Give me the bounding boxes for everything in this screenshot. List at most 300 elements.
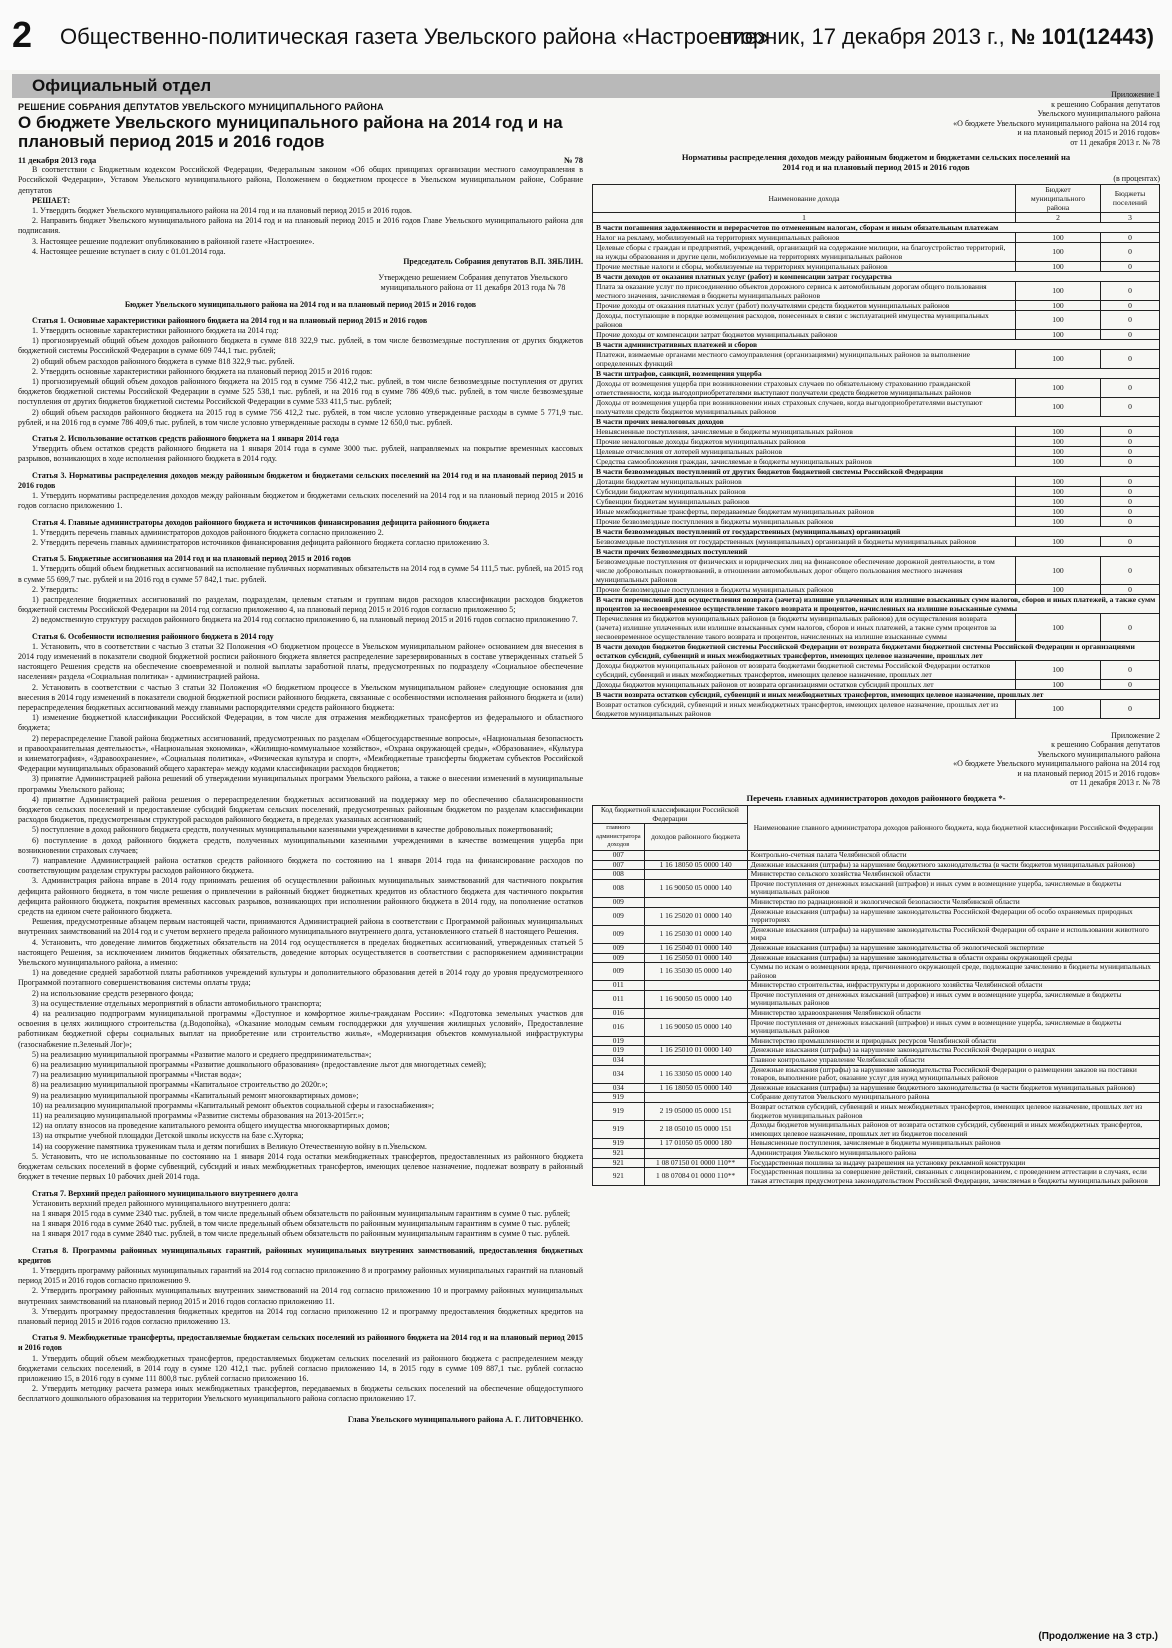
article	[18, 471, 583, 518]
district-share-cell: 100	[1016, 660, 1101, 679]
income-code-cell: 1 16 25030 01 0000 140	[644, 925, 747, 943]
income-name-cell: Доходы, поступающие в порядке возмещения расходов, понесенных в связи с эксплуатацией имущества муниципальных районов	[593, 310, 1016, 329]
table-row	[593, 232, 1160, 242]
article-paragraph: 2. Утвердить программу районных муниципальных внутренних заимствований на 2014 год согласно приложению 10 и программу районных муниципальных внутренних заимствований на плановый период 2015 и 2016 годов согласно приложению 11.	[18, 1286, 583, 1306]
table-row	[593, 310, 1160, 329]
article-paragraph: 2) ведомственную структуру расходов районного бюджета на 2014 год согласно приложению 6, на плановый период 2015 и 2016 годов согласно приложению 7.	[32, 615, 578, 625]
district-share-cell: 100	[1016, 349, 1101, 368]
article-paragraph: 6) на реализацию муниципальной программы «Развитие дошкольного образования» (предоставление льгот для многодетных семей);	[32, 1060, 487, 1070]
article	[18, 316, 583, 434]
continued-note: (Продолжение на 3 стр.)	[1038, 1631, 1158, 1642]
section-heading-cell: В части штрафов, санкций, возмещения ущерба	[593, 368, 1160, 378]
income-code-cell	[644, 1009, 747, 1019]
article-paragraph: 4) на реализацию подпрограмм муниципальной программы «Доступное и комфортное жилье-гражданам России»: «Подготовка земельных участков для освоения в целях жилищного строительства (д.Водопойка), «Оказание молодым семьям господдержки для улучшения жилищных условий», Предоставление работникам бюджетной сферы социальных выплат на приобретение или строительство жилья», «Модернизация объектов коммунальной инфраструктуры (газоснабжение п.Зеленый Лог)»;	[18, 1009, 583, 1049]
table-row	[593, 925, 1160, 943]
admin-name-cell: Государственная пошлина за выдачу разрешения на установку рекламной конструкции	[747, 1158, 1159, 1168]
admin-code-cell: 009	[593, 953, 645, 963]
district-share-cell: 100	[1016, 300, 1101, 310]
income-code-cell: 1 08 07150 01 0000 110**	[644, 1158, 747, 1168]
admin-name-cell: Доходы бюджетов муниципальных районов от возврата остатков субсидий, субвенций и иных межбюджетных трансфертов, имеющих целевое назначение, прошлых лет из бюджетов поселений	[747, 1121, 1159, 1139]
caption-line: «О бюджете Увельского муниципального района на 2014 год	[953, 118, 1160, 128]
article-title: Статья 4. Главные администраторы доходов районного бюджета и источников финансирования дефицита районного бюджета	[32, 517, 490, 527]
article-title: Статья 1. Основные характеристики районного бюджета на 2014 год и на плановый период 2015 и 2016 годов	[32, 315, 428, 325]
admin-name-cell: Прочие поступления от денежных взысканий (штрафов) и иных сумм в возмещение ущерба, зачисляемые в бюджеты муниципальных районов	[747, 1018, 1159, 1036]
table-row	[593, 943, 1160, 953]
article-paragraph: Установить верхний предел районного муниципального внутреннего долга:	[32, 1198, 291, 1208]
admin-code-cell: 921	[593, 1158, 645, 1168]
income-code-cell: 1 16 25040 01 0000 140	[644, 943, 747, 953]
income-code-cell	[644, 1148, 747, 1158]
district-share-cell: 100	[1016, 556, 1101, 584]
budget-title: Бюджет Увельского муниципального района на 2014 год и на плановый период 2015 и 2016 годов	[124, 299, 477, 309]
district-share-cell: 100	[1016, 699, 1101, 718]
admin-name-cell: Денежные взыскания (штрафы) за нарушение законодательства об экологической экспертизе	[747, 943, 1159, 953]
appendix1-title: Нормативы распределения доходов между районным бюджетом и бюджетами сельских поселений на 2014 год и на плановый период 2015 и 2016 годов	[681, 152, 1071, 172]
section-heading-cell: В части безвозмездных поступлений от государственных (муниципальных) организаций	[593, 526, 1160, 536]
settlement-share-cell: 0	[1101, 378, 1160, 397]
income-code-cell: 1 16 35030 05 0000 140	[644, 963, 747, 981]
admin-code-cell: 009	[593, 897, 645, 907]
article-paragraph: 2. Установить в соответствии с частью 3 статьи 32 Положения «О бюджетном процессе в Увельском муниципальном районе» следующие основания для внесения в 2014 году изменений в показатели сводной бюджетной росписи районного бюджета, связанные с особенностями исполнения районного бюджета и (или) перераспределения бюджетных ассигнований между главными распорядителями средств районного бюджета:	[18, 682, 583, 712]
district-share-cell: 100	[1016, 232, 1101, 242]
income-code-cell: 1 16 90050 05 0000 140	[644, 879, 747, 897]
district-share-cell: 100	[1016, 486, 1101, 496]
district-share-cell: 100	[1016, 242, 1101, 261]
table-row	[593, 486, 1160, 496]
settlement-share-cell: 0	[1101, 476, 1160, 486]
section-heading-cell: В части доходов от оказания платных услуг (работ) и компенсации затрат государства	[593, 271, 1160, 281]
table-row	[593, 679, 1160, 689]
caption-line: и на плановый период 2015 и 2016 годов»	[1017, 128, 1160, 137]
table-row	[593, 222, 1160, 232]
settlement-share-cell: 0	[1101, 486, 1160, 496]
admin-name-cell: Министерство промышленности и природных ресурсов Челябинской области	[747, 1036, 1159, 1046]
table-row	[593, 526, 1160, 536]
admin-code-cell: 034	[593, 1065, 645, 1083]
article-paragraph: 2. Утвердить методику расчета размера иных межбюджетных трансфертов, передаваемых в бюджеты сельских поселений на обеспечение общедоступного бесплатного дошкольного образования на территории Увельского муниципального района согласно приложению 17.	[18, 1384, 583, 1404]
district-share-cell: 100	[1016, 613, 1101, 641]
table-row	[593, 1009, 1160, 1019]
admin-name-cell: Министерство по радиационной и экологической безопасности Челябинской области	[747, 897, 1159, 907]
table-row	[593, 907, 1160, 925]
section-heading-cell: В части погашения задолженности и перерасчетов по отмененным налогам, сборам и иным обязательным платежам	[593, 222, 1160, 232]
district-share-cell: 100	[1016, 261, 1101, 271]
t1-header-district: Бюджет муниципального района	[1016, 184, 1101, 212]
admin-name-cell: Денежные взыскания (штрафы) за нарушение законодательства Российской Федерации о недрах	[747, 1046, 1159, 1056]
article-paragraph: 1. Установить, что в соответствии с частью 3 статьи 32 Положения «О бюджетном процессе в Увельском муниципальном районе» основанием для внесения в 2014 году изменений в показатели сводной бюджетной росписи районного бюджета является распределение зарезервированных в составе утвержденных статьей 5 настоящего Решения средств на обеспечение своевременной и полной выплаты заработной платы, предусмотренных по подразделу «Социальное обеспечение населения» раздела «Социальная политика» - администрацией района.	[18, 641, 583, 682]
article-paragraph: 6) поступление в доход районного бюджета средств, полученных муниципальными казенными учреждениями в качестве возмещения ущерба при возникновении страховых случаев;	[18, 835, 583, 855]
caption-line: Увельского муниципального района	[1037, 109, 1160, 118]
admin-name-cell: Невыясненные поступления, зачисляемые в бюджеты муниципальных районов	[747, 1139, 1159, 1149]
table-row	[593, 981, 1160, 991]
table-row	[593, 426, 1160, 436]
income-name-cell: Доходы от возмещения ущерба при возникновении иных страховых случаев, когда выгодоприобретателями выступают получатели средств бюджетов муниципальных районов	[593, 397, 1016, 416]
section-heading-cell: В части возврата остатков субсидий, субвенций и иных межбюджетных трансфертов, имеющих целевое назначение, прошлых лет	[593, 689, 1160, 699]
income-code-cell	[644, 850, 747, 860]
income-name-cell: Перечисления из бюджетов муниципальных районов (в бюджеты муниципальных районов) для осуществления возврата (зачета) излишне уплаченных или излишне взысканных сумм налогов, сборов и иных платежей, а также сумм процентов за несвоевременное осуществление такого возврата и процентов, начисленных на излишне взысканные суммы	[593, 613, 1016, 641]
article	[18, 1189, 583, 1246]
decision-item: 1. Утвердить бюджет Увельского муниципального района на 2014 год и на плановый период 2015 и 2016 годов.	[32, 206, 412, 216]
table-row	[593, 281, 1160, 300]
article-paragraph: на 1 января 2015 года в сумме 2340 тыс. рублей, в том числе предельный объем обязательств по районным муниципальным гарантиям в сумме 0 тыс. рублей;	[32, 1208, 571, 1218]
caption-line: Приложение 1	[1111, 90, 1160, 99]
section-heading-cell: В части административных платежей и сборов	[593, 339, 1160, 349]
issue-number: № 101(12443)	[1010, 24, 1154, 49]
articles	[18, 316, 583, 1411]
table-row	[593, 870, 1160, 880]
article-paragraph: 3) принятие Администрацией района решений об утверждении муниципальных программ Увельского района, а также о внесении изменений в муниципальные программы Увельского района;	[18, 774, 583, 794]
income-name-cell: Прочие местные налоги и сборы, мобилизуемые на территориях муниципальных районов	[593, 261, 1016, 271]
district-share-cell: 100	[1016, 516, 1101, 526]
settlement-share-cell: 0	[1101, 456, 1160, 466]
article-paragraph: 8) на реализацию муниципальной программы «Капитальное строительство до 2020г.»;	[32, 1080, 328, 1090]
income-name-cell: Иные межбюджетные трансферты, передаваемые бюджетам муниципальных районов	[593, 506, 1016, 516]
settlement-share-cell: 0	[1101, 584, 1160, 594]
admin-name-cell: Прочие поступления от денежных взысканий (штрафов) и иных сумм в возмещение ущерба, зачисляемые в бюджеты муниципальных районов	[747, 990, 1159, 1008]
income-code-cell: 1 16 25020 01 0000 140	[644, 907, 747, 925]
table-row	[593, 506, 1160, 516]
article-paragraph: 5) на реализацию муниципальной программы «Развитие малого и среднего предпринимательства»;	[32, 1049, 372, 1059]
article-paragraph: 5) поступление в доход районного бюджета средств, полученных муниципальными казенными учреждениями в качестве добровольных пожертвований;	[32, 825, 553, 835]
district-share-cell: 100	[1016, 536, 1101, 546]
t1-colnum-3: 3	[1101, 212, 1160, 222]
admin-name-cell: Государственная пошлина за совершение действий, связанных с лицензированием, с проведением аттестации в случаях, если такая аттестация предусмотрена законодательством Российской Федерации, зачисляемая в бюджеты муниципальных районов	[747, 1168, 1159, 1186]
article-paragraph: 1. Утвердить нормативы распределения доходов между районным бюджетом и бюджетами сельских поселений на 2014 год и на плановый период 2015 и 2016 годов согласно приложению 1.	[18, 491, 583, 511]
income-code-cell	[644, 870, 747, 880]
income-code-cell: 1 16 90050 05 0000 140	[644, 990, 747, 1008]
caption-line: к решению Собрания депутатов	[1051, 740, 1160, 749]
article-paragraph: 1) прогнозируемый общий объем доходов районного бюджета в сумме 818 322,9 тыс. рублей, в том числе безвозмездные поступления от других бюджетов бюджетной системы Российской Федерации в сумме 609 744,1 тыс. рублей;	[18, 336, 583, 356]
article	[18, 1333, 583, 1410]
income-name-cell: Субсидии бюджетам муниципальных районов	[593, 486, 1016, 496]
income-name-cell: Доходы бюджетов муниципальных районов от возврата организациями остатков субсидий прошлых лет	[593, 679, 1016, 689]
table-row	[593, 963, 1160, 981]
table-row	[593, 271, 1160, 281]
income-code-cell	[644, 981, 747, 991]
article	[18, 1246, 583, 1334]
decision-item: 3. Настоящее решение подлежит опубликованию в районной газете «Настроение».	[32, 236, 315, 246]
article-paragraph: 2. Утвердить основные характеристики районного бюджета на плановый период 2015 и 2016 годов:	[32, 366, 373, 376]
table-row	[593, 546, 1160, 556]
article-title: Статья 5. Бюджетные ассигнования на 2014 год и на плановый период 2015 и 2016 годов	[32, 554, 351, 564]
article-paragraph: 11) на реализацию муниципальной программы «Развитие системы образования на 2013-2015гг.»;	[32, 1111, 364, 1121]
income-name-cell: Доходы от возмещения ущерба при возникновении страховых случаев по обязательному страхованию гражданской ответственности, когда выгодоприобретателями выступают получатели средств бюджетов муниципальных районов	[593, 378, 1016, 397]
table-row	[593, 1148, 1160, 1158]
admin-code-cell: 919	[593, 1121, 645, 1139]
preamble: В соответствии с Бюджетным кодексом Российской Федерации, Федеральным законом «Об общих принципах организации местного самоуправления в Российской Федерации», Уставом Увельского муниципального района, Положением о бюджетном процессе в Увельском муниципальном районе, Собрание депутатов	[18, 165, 583, 195]
settlement-share-cell: 0	[1101, 426, 1160, 436]
caption-line: Увельского муниципального района	[1037, 749, 1160, 759]
income-name-cell: Средства самообложения граждан, зачисляемые в бюджеты муниципальных районов	[593, 456, 1016, 466]
article-paragraph: 1. Утвердить общий объем межбюджетных трансфертов, предоставляемых бюджетам сельских поселений из районного бюджета с распределением между бюджетами сельских поселений, в 2014 году в сумме 120 412,1 тыс. рублей согласно приложению 14, в 2015 году в сумме 109 887,1 тыс. рублей согласно приложению 15, в 2016 году в сумме 111 800,8 тыс. рублей согласно приложению 16.	[18, 1353, 583, 1383]
decision-number: № 78	[563, 155, 583, 165]
income-code-cell: 1 17 01050 05 0000 180	[644, 1139, 747, 1149]
table-row	[593, 1168, 1160, 1186]
admin-name-cell: Администрация Увельского муниципального района	[747, 1148, 1159, 1158]
table-row	[593, 1018, 1160, 1036]
table-row	[593, 613, 1160, 641]
table-row	[593, 368, 1160, 378]
decision-kicker: РЕШЕНИЕ СОБРАНИЯ ДЕПУТАТОВ УВЕЛЬСКОГО МУНИЦИПАЛЬНОГО РАЙОНА	[18, 102, 384, 112]
caption-line: и на плановый период 2015 и 2016 годов»	[1017, 768, 1160, 778]
article-paragraph: 2. Утвердить перечень главных администраторов источников финансирования дефицита районного бюджета согласно приложению 3.	[32, 537, 490, 547]
article-paragraph: 2) общий объем расходов районного бюджета в сумме 818 322,9 тыс. рублей.	[32, 356, 295, 366]
settlement-share-cell: 0	[1101, 446, 1160, 456]
article	[18, 434, 583, 471]
admin-code-cell: 019	[593, 1046, 645, 1056]
caption-line: от 11 декабря 2013 г. № 78	[1070, 778, 1160, 787]
t1-header-name: Наименование дохода	[593, 184, 1016, 212]
admin-code-cell: 009	[593, 943, 645, 953]
table-row	[593, 879, 1160, 897]
admin-code-cell: 009	[593, 907, 645, 925]
decision-column	[18, 102, 583, 1642]
table-row	[593, 378, 1160, 397]
admin-name-cell: Денежные взыскания (штрафы) за нарушение бюджетного законодательства (в части бюджетов муниципальных районов)	[747, 860, 1159, 870]
income-name-cell: Целевые отчисления от лотерей муниципальных районов	[593, 446, 1016, 456]
settlement-share-cell: 0	[1101, 329, 1160, 339]
income-code-cell: 1 08 07084 01 0000 110**	[644, 1168, 747, 1186]
paper-title: Общественно-политическая газета Увельского района «Настроение»	[60, 24, 770, 49]
article-paragraph: на 1 января 2016 года в сумме 2640 тыс. рублей, в том числе предельный объем обязательств по районным муниципальным гарантиям в сумме 0 тыс. рублей;	[32, 1219, 571, 1229]
district-share-cell: 100	[1016, 329, 1101, 339]
income-name-cell: Целевые сборы с граждан и предприятий, учреждений, организаций на содержание милиции, на благоустройство территорий, на нужды образования и другие цели, мобилизуемые на территориях муниципальных районов	[593, 242, 1016, 261]
article-paragraph: 1) изменение бюджетной классификации Российской Федерации, в том числе для отражения межбюджетных трансфертов из федерального и областного бюджета;	[18, 713, 583, 733]
settlement-share-cell: 0	[1101, 261, 1160, 271]
head-signature: Глава Увельского муниципального района А. Г. ЛИТОВЧЕНКО.	[347, 1414, 583, 1424]
admin-code-cell: 007	[593, 860, 645, 870]
table-row	[593, 416, 1160, 426]
admin-code-cell: 919	[593, 1103, 645, 1121]
settlement-share-cell: 0	[1101, 536, 1160, 546]
t1-header-settlements: Бюджеты поселений	[1101, 184, 1160, 212]
article-paragraph: 4. Установить, что доведение лимитов бюджетных обязательств на 2014 год осуществляется в пределах бюджетных ассигнований, утвержденных статьей 5 настоящего Решения, за исключением лимитов бюджетных обязательств, доведение которых осуществляется в соответствии с распоряжением администрации Увельского муниципального района, а именно:	[18, 937, 583, 968]
article-paragraph: 1. Утвердить перечень главных администраторов доходов районного бюджета согласно приложению 2.	[32, 527, 384, 537]
district-share-cell: 100	[1016, 397, 1101, 416]
admin-code-cell: 016	[593, 1018, 645, 1036]
income-name-cell: Прочие безвозмездные поступления в бюджеты муниципальных районов	[593, 516, 1016, 526]
income-name-cell: Дотации бюджетам муниципальных районов	[593, 476, 1016, 486]
district-share-cell: 100	[1016, 446, 1101, 456]
appendix2-caption	[592, 731, 1160, 788]
t2-header-group: Код бюджетной классификации Российской Федерации	[593, 806, 748, 824]
chairman-signature: Председатель Собрания депутатов В.П. ЗЯБЛИН.	[403, 257, 583, 267]
settlement-share-cell: 0	[1101, 699, 1160, 718]
admin-name-cell: Собрание депутатов Увельского муниципального района	[747, 1093, 1159, 1103]
table-row	[593, 850, 1160, 860]
caption-line: к решению Собрания депутатов	[1051, 99, 1160, 109]
section-heading-cell: В части перечислений для осуществления возврата (зачета) излишне уплаченных или излишне взысканных сумм налогов, сборов и иных платежей, а также сумм процентов за несвоевременное осуществление такого возврата и процентов, начисленных на излишне взысканные суммы	[593, 594, 1160, 613]
article-paragraph: 2) на использование средств резервного фонда;	[32, 988, 194, 998]
table-row	[593, 1065, 1160, 1083]
table-row	[593, 584, 1160, 594]
article-title: Статья 8. Программы районных муниципальных гарантий, районных муниципальных внутренних заимствований, предоставления бюджетных кредитов	[18, 1245, 583, 1265]
resolves: РЕШАЕТ:	[32, 195, 71, 205]
article-paragraph: 3. Администрация района вправе в 2014 году принимать решения об осуществлении районных муниципальных заимствований для частичного покрытия дефицита районного бюджета, в том числе решения о привлечении в районный бюджет бюджетных кредитов из областного бюджета для частичного покрытия дефицита районного бюджета, покрытия временных кассовых разрывов, возникающих при исполнении районного бюджета в 2014 году, на пополнение остатков средств на едином счете районного бюджета.	[18, 876, 583, 917]
article-paragraph: на 1 января 2017 года в сумме 2840 тыс. рублей, в том числе предельный объем обязательств по районным муниципальным гарантиям в сумме 0 тыс. рублей.	[32, 1229, 570, 1239]
appendix2-table	[592, 805, 1160, 1186]
decision-date: 11 декабря 2013 года	[18, 155, 97, 165]
income-name-cell: Прочие неналоговые доходы бюджетов муниципальных районов	[593, 436, 1016, 446]
article-paragraph: 2) общий объем расходов районного бюджета на 2015 год в сумме 756 412,2 тыс. рублей, в том числе условно утвержденные расходы в сумме 5 771,9 тыс. рублей, и на 2016 год в сумме 786 409,6 тыс. рублей, в том числе условно утвержденные расходы в сумме 12 650,0 тыс. рублей.	[18, 407, 583, 427]
settlement-share-cell: 0	[1101, 516, 1160, 526]
table-row	[593, 466, 1160, 476]
article-paragraph: 1. Утвердить программу районных муниципальных гарантий на 2014 год согласно приложению 8 и программу районных муниципальных гарантий на плановый период 2015 и 2016 годов согласно приложению 9.	[18, 1265, 583, 1286]
decision-date-row	[18, 155, 583, 165]
table-row	[593, 660, 1160, 679]
admin-code-cell: 011	[593, 981, 645, 991]
article-paragraph: 2. Утвердить:	[32, 584, 79, 594]
decision-item: 2. Направить бюджет Увельского муниципального района на 2014 год и на плановый период 2015 и 2016 годов Главе Увельского муниципального района для подписания.	[18, 216, 583, 236]
admin-name-cell: Денежные взыскания (штрафы) за нарушение законодательства Российской Федерации об особо охраняемых природных территориях	[747, 907, 1159, 925]
t1-colnum-1: 1	[593, 212, 1016, 222]
article-paragraph: 1) на доведение средней заработной платы работников учреждений культуры и дополнительного образования детей в 2014 году до уровня предусмотренного Программой поэтапного совершенствования системы оплаты труда;	[18, 968, 583, 988]
table-row	[593, 594, 1160, 613]
article-paragraph: 2) перераспределение Главой района бюджетных ассигнований, предусмотренных по разделам «Общегосударственные вопросы», «Национальная безопасность и правоохранительная деятельность», «Национальная экономика», «Жилищно-коммунальное хозяйство», «Охрана окружающей среды», «Образование», «Культура и кинематография», «Здравоохранение», «Социальная политика», «Физическая культура и спорт», «Межбюджетные трансферты бюджетам субъектов Российской Федерации муниципальных образований общего характера» между кодами классификации расходов бюджетов;	[18, 733, 583, 774]
settlement-share-cell: 0	[1101, 660, 1160, 679]
table-row	[593, 516, 1160, 526]
settlement-share-cell: 0	[1101, 397, 1160, 416]
section-title: Официальный отдел	[32, 76, 212, 95]
admin-name-cell: Прочие поступления от денежных взысканий (штрафов) и иных сумм в возмещение ущерба, зачисляемые в бюджеты муниципальных районов	[747, 879, 1159, 897]
income-code-cell: 1 16 18050 05 0000 140	[644, 860, 747, 870]
settlement-share-cell: 0	[1101, 242, 1160, 261]
article-title: Статья 3. Нормативы распределения доходов между районным бюджетом и бюджетами сельских поселений на 2014 год и на плановый период 2015 и 2016 годов	[18, 470, 583, 490]
income-name-cell: Субвенции бюджетам муниципальных районов	[593, 496, 1016, 506]
district-share-cell: 100	[1016, 426, 1101, 436]
article-paragraph: Решения, предусмотренные абзацем первым настоящей части, принимаются Администрацией района в соответствии с Программой районных муниципальных внутренних заимствований на 2014 год и с учетом верхнего предела районного муниципального внутреннего долга, установленного статьей 8 настоящего Решения.	[18, 917, 583, 937]
article-paragraph: 13) на открытие учебной площадки Детской школы искусств на базе с.Хуторка;	[32, 1131, 304, 1141]
district-share-cell: 100	[1016, 281, 1101, 300]
article-title: Статья 6. Особенности исполнения районного бюджета в 2014 году	[32, 631, 274, 641]
settlement-share-cell: 0	[1101, 679, 1160, 689]
admin-name-cell: Министерство сельского хозяйства Челябинской области	[747, 870, 1159, 880]
table-row	[593, 641, 1160, 660]
table-row	[593, 300, 1160, 310]
article-paragraph: 14) на сооружение памятника труженикам тыла и детям погибших в Великую Отечественную войну в п.Увельском.	[32, 1141, 427, 1151]
income-code-cell: 2 18 05010 05 0000 151	[644, 1121, 747, 1139]
decision-item: 4. Настоящее решение вступает в силу с 01.01.2014 года.	[32, 246, 226, 256]
district-share-cell: 100	[1016, 378, 1101, 397]
settlement-share-cell: 0	[1101, 613, 1160, 641]
income-name-cell: Прочие доходы от компенсации затрат бюджетов муниципальных районов	[593, 329, 1016, 339]
income-name-cell: Доходы бюджетов муниципальных районов от возврата бюджетами бюджетной системы Российской Федерации остатков субсидий, субвенций и иных межбюджетных трансфертов, имеющих целевое назначение, прошлых лет	[593, 660, 1016, 679]
admin-code-cell: 019	[593, 1036, 645, 1046]
table-row	[593, 261, 1160, 271]
table-row	[593, 339, 1160, 349]
settlement-share-cell: 0	[1101, 556, 1160, 584]
settlement-share-cell: 0	[1101, 281, 1160, 300]
admin-name-cell: Денежные взыскания (штрафы) за нарушение бюджетного законодательства (в части бюджетов муниципальных районов)	[747, 1083, 1159, 1093]
district-share-cell: 100	[1016, 584, 1101, 594]
admin-name-cell: Главное контрольное управление Челябинской области	[747, 1056, 1159, 1066]
article-paragraph: 7) направление Администрацией района остатков средств районного бюджета по состоянию на 1 января 2014 года на финансирование расходов по соответствующим разделам структуры расходов районного бюджета.	[18, 856, 583, 876]
decision-items	[18, 206, 583, 257]
admin-code-cell: 008	[593, 870, 645, 880]
admin-code-cell: 919	[593, 1093, 645, 1103]
settlement-share-cell: 0	[1101, 506, 1160, 516]
table-row	[593, 476, 1160, 486]
settlement-share-cell: 0	[1101, 436, 1160, 446]
admin-name-cell: Министерство здравоохранения Челябинской области	[747, 1009, 1159, 1019]
income-name-cell: Безвозмездные поступления от государственных (муниципальных) организаций в бюджеты муниципальных районов	[593, 536, 1016, 546]
article-paragraph: 9) на реализацию муниципальной программы «Капитальный ремонт многоквартирных домов»;	[32, 1090, 359, 1100]
section-heading-cell: В части доходов бюджетов бюджетной системы Российской Федерации от возврата бюджетами бюджетной системы Российской Федерации и организациями остатков субсидий, субвенций и иных межбюджетных трансфертов, имеющих целевое назначение, прошлых лет	[593, 641, 1160, 660]
approved-note: Утверждено решением Собрания депутатов Увельского муниципального района от 11 декабря 2013 года № 78	[378, 273, 568, 293]
admin-code-cell: 007	[593, 850, 645, 860]
article-paragraph: 1. Утвердить общий объем бюджетных ассигнований на исполнение публичных нормативных обязательств на 2014 год в сумме 54 111,5 тыс. рублей, на 2015 год в сумме 55 699,7 тыс. рублей и на 2016 год в сумме 57 842,1 тыс. рублей.	[18, 564, 583, 584]
appendix-column	[592, 90, 1160, 1640]
income-name-cell: Возврат остатков субсидий, субвенций и иных межбюджетных трансфертов, имеющих целевое назначение, прошлых лет из бюджетов муниципальных районов	[593, 699, 1016, 718]
income-code-cell: 1 16 33050 05 0000 140	[644, 1065, 747, 1083]
t1-colnum-2: 2	[1016, 212, 1101, 222]
table-row	[593, 1121, 1160, 1139]
article-title: Статья 7. Верхний предел районного муниципального внутреннего долга	[32, 1188, 298, 1198]
table-row	[593, 556, 1160, 584]
table-row	[593, 1103, 1160, 1121]
table-row	[593, 496, 1160, 506]
income-code-cell	[644, 1093, 747, 1103]
table-row	[593, 397, 1160, 416]
income-code-cell: 1 16 90050 05 0000 140	[644, 1018, 747, 1036]
article-title: Статья 9. Межбюджетные трансферты, предоставляемые бюджетам сельских поселений из районного бюджета на 2014 год и на плановый период 2015 и 2016 годов	[18, 1333, 583, 1353]
article-paragraph: 5. Установить, что не использованные по состоянию на 1 января 2014 года остатки межбюджетных трансфертов, предоставленных из районного бюджета бюджетам сельских поселений в форме субвенций, субсидий и иных межбюджетных трансфертов, имеющих целевое назначение, подлежат возврату в районный бюджет в течение первых 10 рабочих дней 2014 года.	[18, 1151, 583, 1182]
decision-headline: О бюджете Увельского муниципального района на 2014 год и на плановый период 2015 и 2016 годов	[18, 113, 563, 151]
settlement-share-cell: 0	[1101, 232, 1160, 242]
table-row	[593, 329, 1160, 339]
section-heading-cell: В части безвозмездных поступлений от других бюджетов бюджетной системы Российской Федерации	[593, 466, 1160, 476]
table-row	[593, 446, 1160, 456]
article-paragraph: 1) распределение бюджетных ассигнований по разделам, подразделам, целевым статьям и группам видов расходов классификации расходов бюджетов бюджетной системы Российской Федерации на 2014 год согласно приложению 4, на плановый период 2015 и 2016 годов согласно приложению 5;	[18, 594, 583, 615]
income-code-cell: 1 16 25010 01 0000 140	[644, 1046, 747, 1056]
income-code-cell	[644, 1056, 747, 1066]
admin-name-cell: Денежные взыскания (штрафы) за нарушение законодательства Российской Федерации об охране и использовании животного мира	[747, 925, 1159, 943]
admin-code-cell: 009	[593, 925, 645, 943]
table-row	[593, 349, 1160, 368]
table-row	[593, 242, 1160, 261]
income-code-cell: 1 16 25050 01 0000 140	[644, 953, 747, 963]
article-paragraph: 3. Утвердить программу предоставления бюджетных кредитов на 2014 год согласно приложению 12 и программу предоставления бюджетных кредитов на плановый период 2015 и 2016 годов согласно приложению 13.	[18, 1306, 583, 1326]
district-share-cell: 100	[1016, 456, 1101, 466]
settlement-share-cell: 0	[1101, 349, 1160, 368]
t2-header-income: доходов районного бюджета	[644, 824, 747, 851]
table-row	[593, 536, 1160, 546]
income-name-cell: Налог на рекламу, мобилизуемый на территориях муниципальных районов	[593, 232, 1016, 242]
article-paragraph: 12) на оплату взносов на проведение капитального ремонта общего имущества многоквартирных домов;	[32, 1121, 390, 1131]
income-name-cell: Платежи, взимаемые органами местного самоуправления (организациями) муниципальных районов за выполнение определенных функций	[593, 349, 1016, 368]
income-name-cell: Плата за оказание услуг по присоединению объектов дорожного сервиса к автомобильным дорогам общего пользования местного значения, зачисляемая в бюджеты муниципальных районов	[593, 281, 1016, 300]
admin-code-cell: 919	[593, 1139, 645, 1149]
appendix1-unit: (в процентах)	[1113, 174, 1160, 183]
section-heading-cell: В части прочих неналоговых доходов	[593, 416, 1160, 426]
article-paragraph: 3) на осуществление отдельных мероприятий в области автомобильного транспорта;	[32, 998, 322, 1008]
admin-code-cell: 034	[593, 1056, 645, 1066]
caption-line: Приложение 2	[1111, 730, 1160, 740]
table-row	[593, 699, 1160, 718]
income-code-cell	[644, 897, 747, 907]
article	[18, 554, 583, 631]
admin-code-cell: 034	[593, 1083, 645, 1093]
district-share-cell: 100	[1016, 436, 1101, 446]
district-share-cell: 100	[1016, 310, 1101, 329]
table-row	[593, 1056, 1160, 1066]
settlement-share-cell: 0	[1101, 496, 1160, 506]
admin-name-cell: Контрольно-счетная палата Челябинской области	[747, 850, 1159, 860]
article-title: Статья 2. Использование остатков средств районного бюджета на 1 января 2014 года	[32, 434, 339, 444]
district-share-cell: 100	[1016, 506, 1101, 516]
admin-code-cell: 016	[593, 1009, 645, 1019]
admin-code-cell: 009	[593, 963, 645, 981]
